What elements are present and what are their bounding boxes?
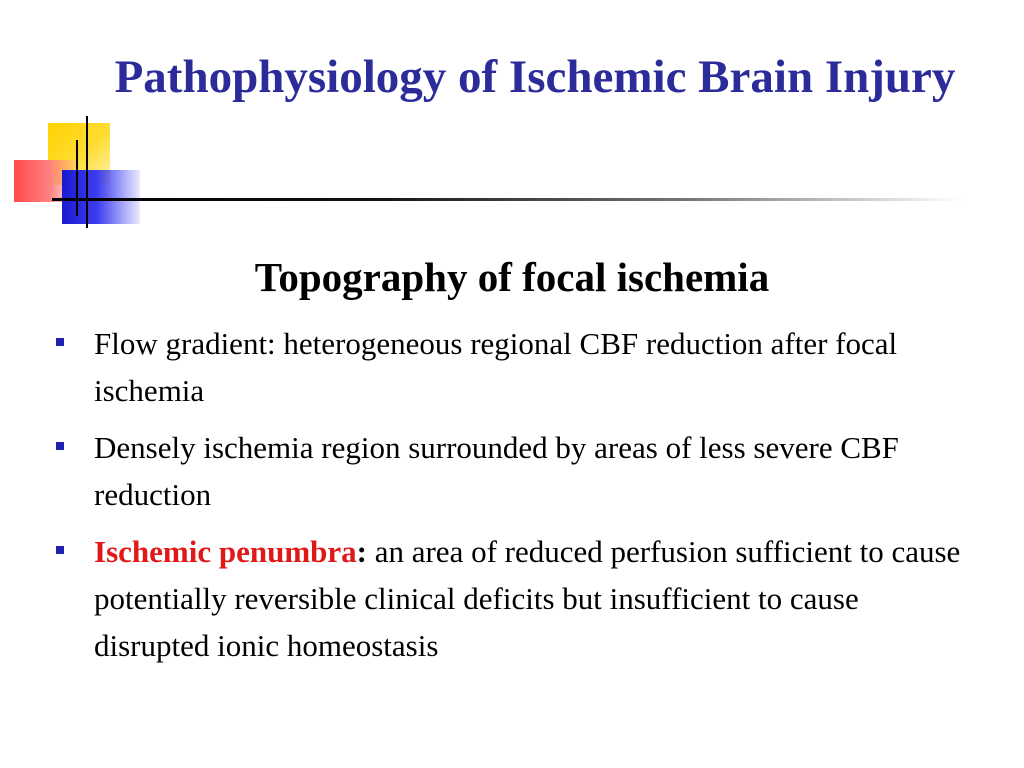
term-colon: : xyxy=(356,534,367,569)
bullet-text: Flow gradient: heterogeneous regional CBF reduction after focal ischemia xyxy=(94,326,898,408)
square-bullet-icon xyxy=(56,546,64,554)
bullet-item xyxy=(56,320,976,414)
highlighted-term: Ischemic penumbra xyxy=(94,534,357,569)
decor-blue-square xyxy=(62,170,140,224)
title-divider xyxy=(52,198,962,201)
bullet-item xyxy=(56,528,976,669)
square-bullet-icon xyxy=(56,338,64,346)
bullet-text: an area of reduced perfusion sufficient to cause potentially reversible clinical deficits but insufficient to cause disrupted ionic homeostasis xyxy=(94,534,961,663)
slide-subtitle: Topography of focal ischemia xyxy=(254,254,770,300)
bullet-item xyxy=(56,424,976,518)
bullet-list xyxy=(56,320,976,679)
square-bullet-icon xyxy=(56,442,64,450)
slide-title: Pathophysiology of Ischemic Brain Injury xyxy=(114,51,956,103)
decor-vertical-line xyxy=(86,116,88,228)
bullet-text: Densely ischemia region surrounded by areas of less severe CBF reduction xyxy=(94,430,899,512)
decor-vertical-line-secondary xyxy=(76,140,78,216)
